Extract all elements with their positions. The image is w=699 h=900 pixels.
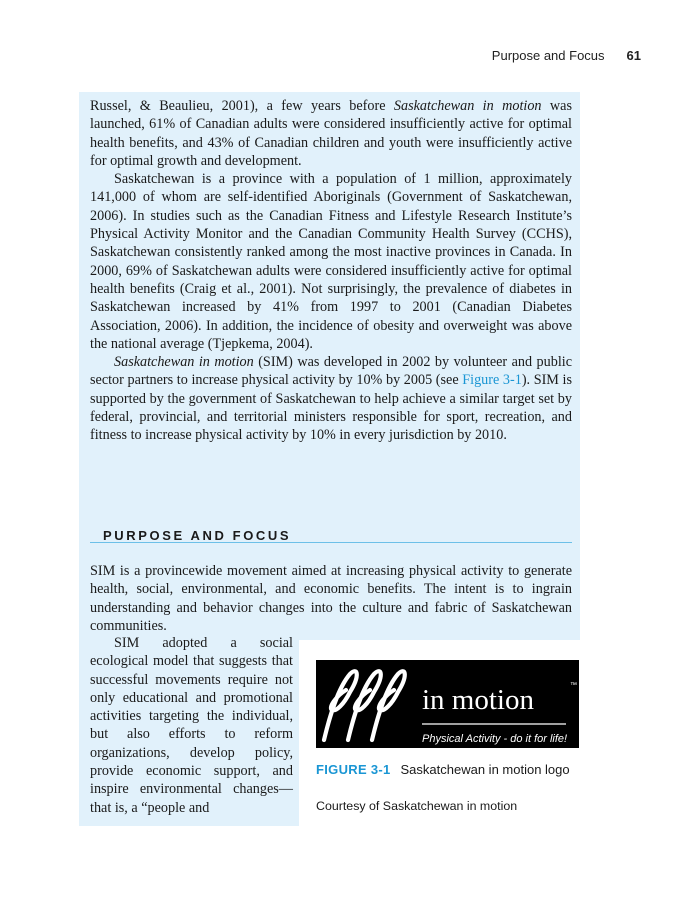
italic-program-name: Saskatchewan in motion bbox=[114, 354, 254, 371]
section-heading-text: PURPOSE AND FOCUS bbox=[103, 528, 292, 543]
paragraph-model: SIM adopted a social ecological model that suggests that successful movements require not only educational and promotional activities targeting the individual, but also efforts to reform organizations, develop policy, provide economic support, and inspire environmental changes—that is, a “people and bbox=[90, 635, 293, 816]
text-run: ). SIM is supported by the government of Saskatchewan to help achieve a similar target set by federal, provincial, and territorial ministers responsible for sport, recreation, and fitness to increase physical activity by 10% in every jurisdiction by 2010. bbox=[90, 372, 573, 444]
figure-caption-text: Saskatchewan in motion logo bbox=[400, 762, 570, 777]
paragraph-purpose: SIM is a provincewide movement aimed at increasing physical activity to generate health, social, environmental, and economic benefits. The intent is to ingrain understanding and behavior changes into the culture and fabric of Saskatchewan communities. bbox=[90, 563, 572, 634]
italic-program-name: Saskatchewan in motion bbox=[393, 98, 542, 114]
logo-wordmark: in motion bbox=[422, 684, 534, 716]
figure-caption bbox=[316, 761, 576, 778]
paragraph-population: Saskatchewan is a province with a population of 1 million, approximately 141,000 of whom are self-identified Aboriginals (Government of Saskatchewan, 2006). In studies such as the Canadian Fitness and Lifestyle Research Institute’s Physical Activity Monitor and the Canadian Community Health Survey (CCHS), Saskatchewan consistently ranked among the most inactive provinces in Canada. In 2000, 69% of Saskatchewan adults were considered insufficiently active for optimal health benefits (Craig et al., 2001). Not surprisingly, the prevalence of diabetes in Saskatchewan increased by 41% from 1997 to 2001 (Canadian Diabetes Association, 2006). In addition, the incidence of obesity and overweight was above the national average (Tjepkema, 2004). bbox=[90, 171, 572, 352]
text-run: was launched, 61% of Canadian adults were considered insufficiently active for optimal health benefits, and 43% of Canadian children and youth were insufficiently active for optimal growth and development. bbox=[90, 98, 572, 169]
body-text-top bbox=[90, 97, 572, 445]
in-motion-logo bbox=[316, 660, 579, 748]
text-run: (SIM) was developed in 2002 by volunteer and public sector partners to increase physical activity by 10% by 2005 (see bbox=[90, 354, 573, 389]
figure-label: FIGURE 3-1 bbox=[316, 762, 391, 777]
figure-credit: Courtesy of Saskatchewan in motion bbox=[316, 799, 518, 813]
in-motion-logo-graphic bbox=[316, 660, 579, 748]
body-text-model bbox=[90, 634, 293, 817]
figure-link[interactable]: Figure 3-1 bbox=[462, 372, 522, 389]
page-number: 61 bbox=[626, 48, 641, 63]
body-text-purpose bbox=[90, 562, 572, 635]
running-head bbox=[492, 48, 641, 63]
trademark-symbol: ™ bbox=[570, 682, 577, 689]
text-run: Russel, & Beaulieu, 2001), a few years before bbox=[90, 98, 394, 114]
paragraph-intro bbox=[90, 97, 572, 170]
logo-tagline: Physical Activity - do it for life! bbox=[422, 733, 568, 745]
section-heading bbox=[90, 528, 572, 543]
running-head-title: Purpose and Focus bbox=[491, 48, 605, 63]
paragraph-sim bbox=[90, 353, 572, 444]
